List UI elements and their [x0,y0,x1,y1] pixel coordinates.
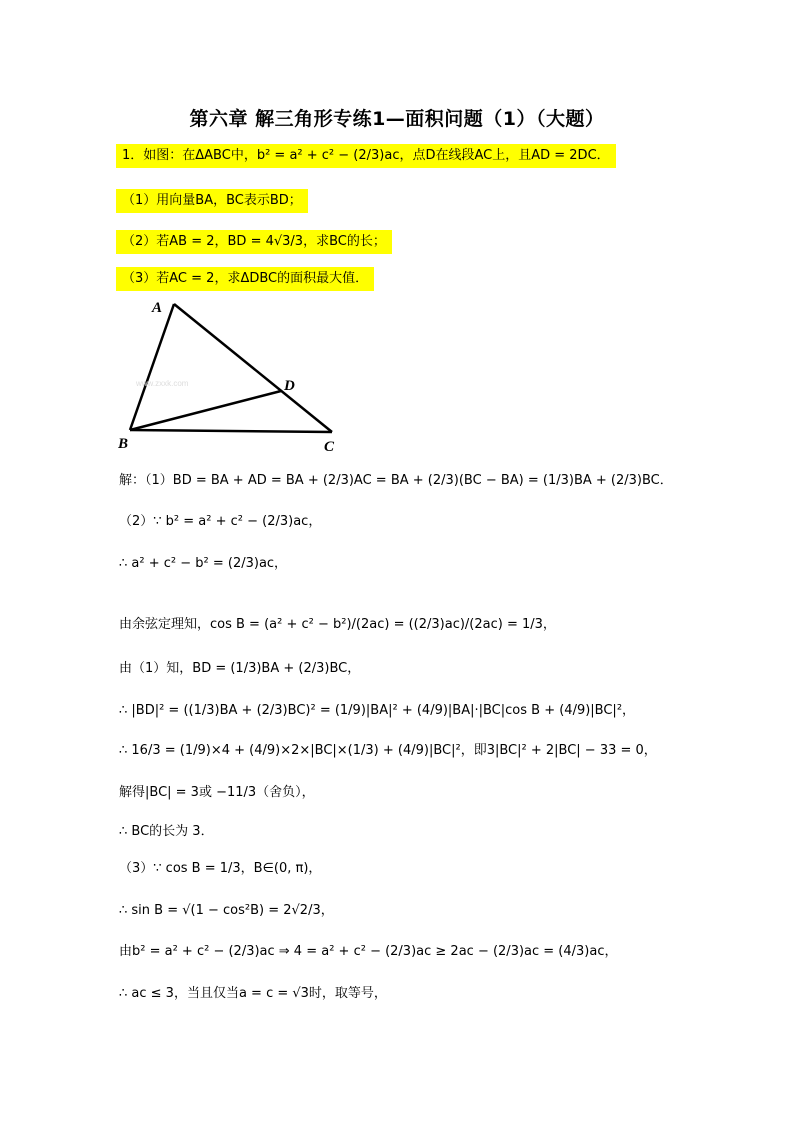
triangle-diagram [118,296,350,456]
problem-part-1: （1）用向量BA，BC表示BD； [116,189,308,213]
solution-line-6: ∴ |BD|² = ((1/3)BA + (2/3)BC)² = (1/9)|BA|² + (4/9)|BA|·|BC|cos B + (4/9)|BC|²， [119,703,636,718]
solution-line-7: ∴ 16/3 = (1/9)×4 + (4/9)×2×|BC|×(1/3) + (4/9)|BC|²，即3|BC|² + 2|BC| − 33 = 0， [119,743,657,758]
solution-line-8: 解得|BC| = 3或 −11/3（舍负）， [119,785,315,800]
solution-line-2: （2）∵ b² = a² + c² − (2/3)ac， [119,514,322,529]
solution-line-3: ∴ a² + c² − b² = (2/3)ac， [119,556,288,571]
label-a: A [152,300,163,316]
problem-stem: 1．如图：在ΔABC中，b² = a² + c² − (2/3)ac，点D在线段AC上，且AD = 2DC． [116,144,616,168]
problem-part-2: （2）若AB = 2，BD = 4√3/3，求BC的长； [116,230,392,254]
solution-line-4: 由余弦定理知，cos B = (a² + c² − b²)/(2ac) = ((2/3)ac)/(2ac) = 1/3， [119,617,556,632]
triangle-figure [118,296,350,456]
side-bc [130,430,332,432]
solution-line-9: ∴ BC的长为 3． [119,824,214,839]
page-title: 第六章 解三角形专练1—面积问题（1）（大题） [189,108,605,130]
solution-line-5: 由（1）知，BD = (1/3)BA + (2/3)BC， [119,661,361,676]
label-c: C [324,439,335,455]
solution-line-13: ∴ ac ≤ 3，当且仅当a = c = √3时，取等号， [119,986,387,1001]
solution-line-1: 解：（1）BD = BA + AD = BA + (2/3)AC = BA + (2/3)(BC − BA) = (1/3)BA + (2/3)BC． [119,473,673,488]
solution-line-11: ∴ sin B = √(1 − cos²B) = 2√2/3， [119,903,334,918]
side-ab [130,304,174,430]
solution-line-12: 由b² = a² + c² − (2/3)ac ⇒ 4 = a² + c² − (2/3)ac ≥ 2ac − (2/3)ac = (4/3)ac， [119,944,618,959]
segment-bd [130,391,281,430]
label-d: D [284,378,295,394]
label-b: B [118,436,129,452]
problem-part-3: （3）若AC = 2，求ΔDBC的面积最大值． [116,267,374,291]
solution-line-10: （3）∵ cos B = 1/3，B∈(0, π)， [119,861,322,876]
watermark-text: www.zxxk.com [136,379,189,388]
